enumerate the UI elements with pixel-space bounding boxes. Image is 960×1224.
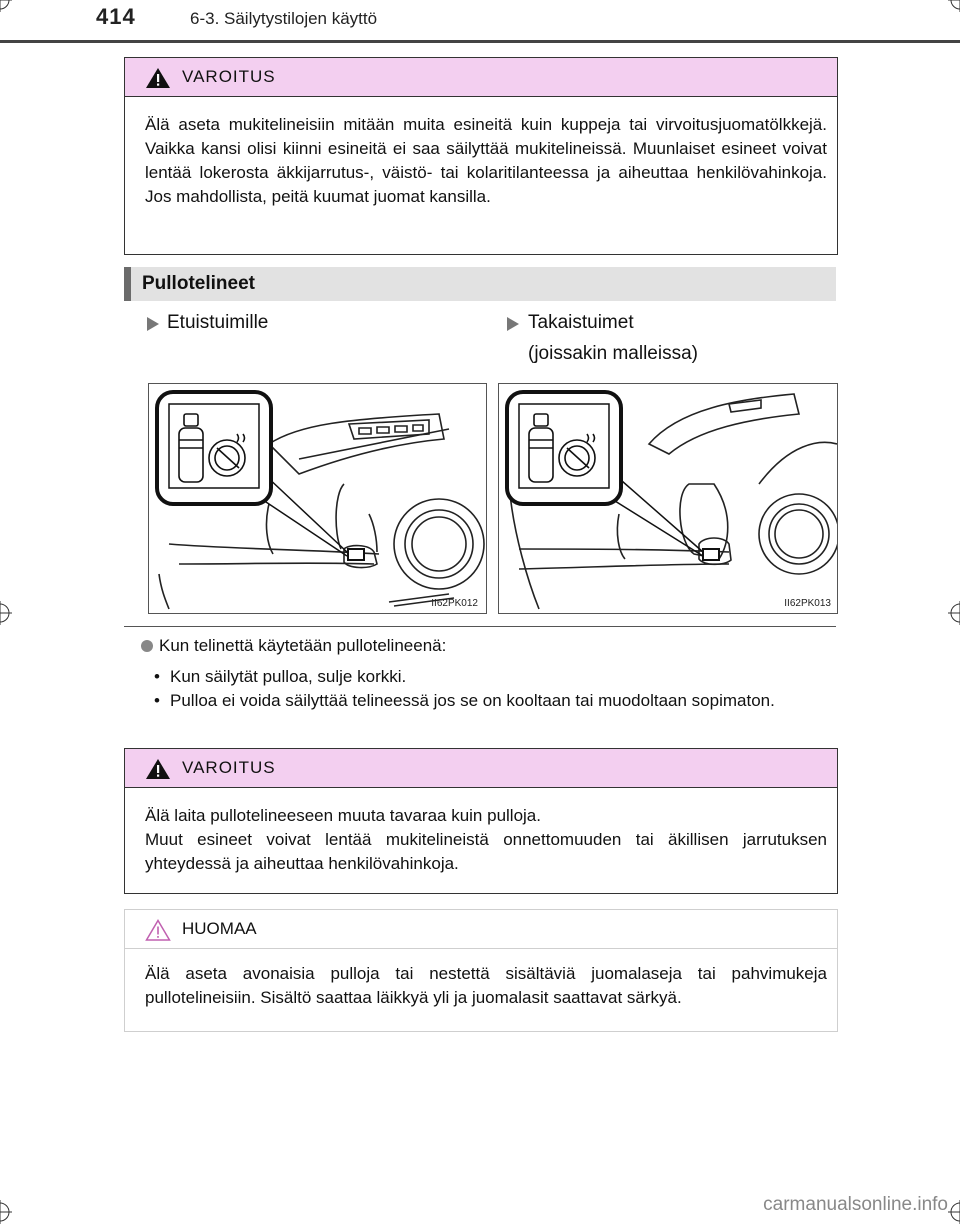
section-heading [124,267,836,301]
notice-text: Älä aseta avonaisia pulloja tai nestettä sisältäviä juomalaseja tai pahvimukeja pullotelineisiin. Sisältö saattaa läikkyä yli ja juomalasit saattavat särkyä. [145,964,827,1007]
rear-seat-label: Takaistuimet [528,312,634,333]
figure-divider [124,626,836,627]
watermark: carmanualsonline.info [763,1194,948,1215]
crop-mark-bottom-right [948,1200,960,1224]
rear-door-illustration [498,383,838,614]
front-door-illustration [148,383,487,614]
notice-box [124,909,838,1032]
warning-text: Älä aseta mukitelineisiin mitään muita esineitä kuin kuppeja tai virvoitusjuomatölkkejä. Vaikka kansi olisi kiinni esineitä ei saa säilyttää mukitelineissä. Muunlaiset esineet voivat lentää lokerosta äkkijarrutus-, väistö- tai kolaritilanteessa ja aiheuttaa henkilövahinkoja. Jos mahdollista, peitä kuumat juomat kansilla. [145,115,827,206]
door-panel-drawing [499,384,837,613]
warning-triangle-icon [145,758,171,780]
warning-header [125,58,837,97]
notice-header [125,910,837,949]
caret-right-icon [146,316,160,332]
usage-list [150,665,830,713]
caret-right-icon [506,316,520,332]
notice-title: HUOMAA [182,919,257,938]
figure-code-rear: II62PK013 [784,598,831,609]
warning-line-2: Muut esineet voivat lentää mukitelineistä onnettomuuden tai äkillisen jarrutuksen yhteydessä ja aiheuttaa henkilövahinkoja. [145,830,827,873]
warning-box-cupholders [124,57,838,255]
crop-mark-mid-right [948,601,960,625]
list-item: • Pulloa ei voida säilyttää telineessä jos se on kooltaan tai muodoltaan sopimaton. [150,689,830,713]
section-title: 6-3. Säilytystilojen käyttö [190,9,378,28]
warning-text [145,804,827,876]
front-seat-label: Etuistuimille [167,312,269,333]
rear-seat-sublabel: (joissakin malleissa) [528,343,698,364]
heading-accent-bar [124,267,131,301]
list-item: • Kun säilytät pulloa, sulje korkki. [150,665,830,689]
crop-mark-bottom-left [0,1200,12,1224]
usage-lead-text: Kun telinettä käytetään pullotelineenä: [159,636,447,655]
header-rule [0,40,960,43]
circle-bullet-icon [141,640,153,652]
figure-code-front: II62PK012 [431,598,478,609]
caution-triangle-icon [145,919,171,941]
crop-mark-top-right [948,0,960,12]
page-number: 414 [96,4,136,29]
warning-triangle-icon [145,67,171,89]
warning-line-1: Älä laita pullotelineeseen muuta tavaraa kuin pulloja. [145,806,541,825]
crop-mark-mid-left [0,601,12,625]
warning-title: VAROITUS [182,758,276,777]
warning-title: VAROITUS [182,67,276,86]
crop-mark-top-left [0,0,12,12]
heading-label: Pullotelineet [142,273,255,294]
door-panel-drawing [149,384,486,613]
warning-header [125,749,837,788]
warning-box-bottleholders [124,748,838,894]
usage-lead [141,636,446,656]
